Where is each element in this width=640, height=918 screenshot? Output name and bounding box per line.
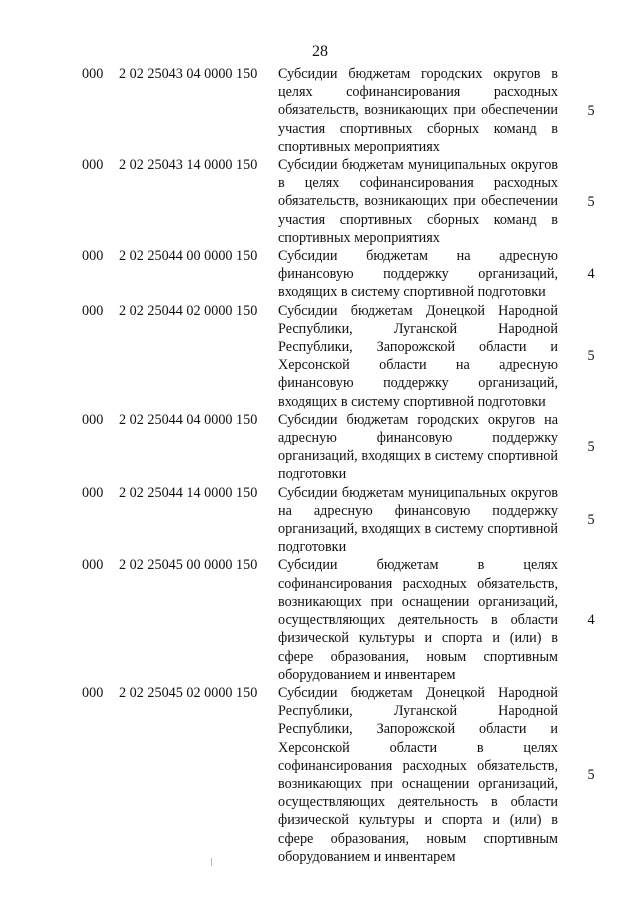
revenue-name: Субсидии бюджетам на адресную финансовую поддержку организаций, входящих в систему спортивной подготовки (278, 248, 558, 301)
norm-value: 5 (587, 348, 595, 365)
norm-value: 5 (587, 102, 595, 119)
table-row (0, 302, 640, 411)
table-row (0, 247, 640, 302)
budget-code-table (0, 65, 640, 866)
revenue-name: Субсидии бюджетам Донецкой Народной Республики, Луганской Народной Республики, Запорожской области и Херсонской области в целях софинансирования расходных обязательств, возникающих при оснащении организаций, осуществляющих деятельность в области физической культуры и спорта и (или) в сфере образования, новым спортивным оборудованием и инвентарем (278, 684, 558, 865)
admin-code: 000 (82, 302, 104, 319)
admin-code: 000 (82, 411, 104, 428)
revenue-name: Субсидии бюджетам муниципальных округов в целях софинансирования расходных обязательств, возникающих при обеспечении участия спортивных сборных команд в спортивных мероприятиях (278, 157, 558, 246)
scan-artifact-mark (211, 858, 212, 866)
norm-value: 4 (587, 266, 595, 283)
table-row (0, 684, 640, 866)
admin-code: 000 (82, 157, 104, 174)
budget-classification-code: 2 02 25043 04 0000 150 (119, 66, 258, 82)
norm-value: 5 (587, 193, 595, 210)
admin-code: 000 (82, 684, 104, 701)
budget-classification-code: 2 02 25044 02 0000 150 (119, 302, 258, 319)
norm-value: 5 (587, 766, 595, 783)
budget-classification-code: 2 02 25044 00 0000 150 (119, 248, 258, 265)
table-row (0, 65, 640, 156)
table-row (0, 411, 640, 484)
budget-classification-code: 2 02 25045 00 0000 150 (119, 557, 258, 574)
budget-classification-code: 2 02 25044 04 0000 150 (119, 411, 258, 428)
revenue-name: Субсидии бюджетам городских округов в целях софинансирования расходных обязательств, возникающих при обеспечении участия спортивных сборных команд в спортивных мероприятиях (278, 66, 558, 155)
admin-code: 000 (82, 557, 104, 574)
budget-classification-code: 2 02 25045 02 0000 150 (119, 684, 258, 701)
admin-code: 000 (82, 484, 104, 501)
revenue-name: Субсидии бюджетам Донецкой Народной Республики, Луганской Народной Республики, Запорожской области и Херсонской области на адресную финансовую поддержку организаций, входящих в систему спортивной подготовки (278, 302, 558, 410)
revenue-name: Субсидии бюджетам муниципальных округов на адресную финансовую поддержку организаций, входящих в систему спортивной подготовки (278, 484, 558, 556)
norm-value: 5 (587, 439, 595, 456)
budget-classification-code: 2 02 25044 14 0000 150 (119, 484, 258, 501)
table-row (0, 556, 640, 683)
page-number: 28 (312, 43, 328, 60)
norm-value: 5 (587, 511, 595, 528)
norm-value: 4 (587, 612, 595, 629)
table-row (0, 156, 640, 247)
admin-code: 000 (82, 66, 104, 82)
table-row (0, 484, 640, 557)
budget-classification-code: 2 02 25043 14 0000 150 (119, 157, 258, 174)
revenue-name: Субсидии бюджетам городских округов на адресную финансовую поддержку организаций, входящих в систему спортивной подготовки (278, 411, 558, 483)
revenue-name: Субсидии бюджетам в целях софинансирования расходных обязательств, возникающих при оснащении организаций, осуществляющих деятельность в области физической культуры и спорта и (или) в сфере образования, новым спортивным оборудованием и инвентарем (278, 557, 558, 683)
admin-code: 000 (82, 248, 104, 265)
